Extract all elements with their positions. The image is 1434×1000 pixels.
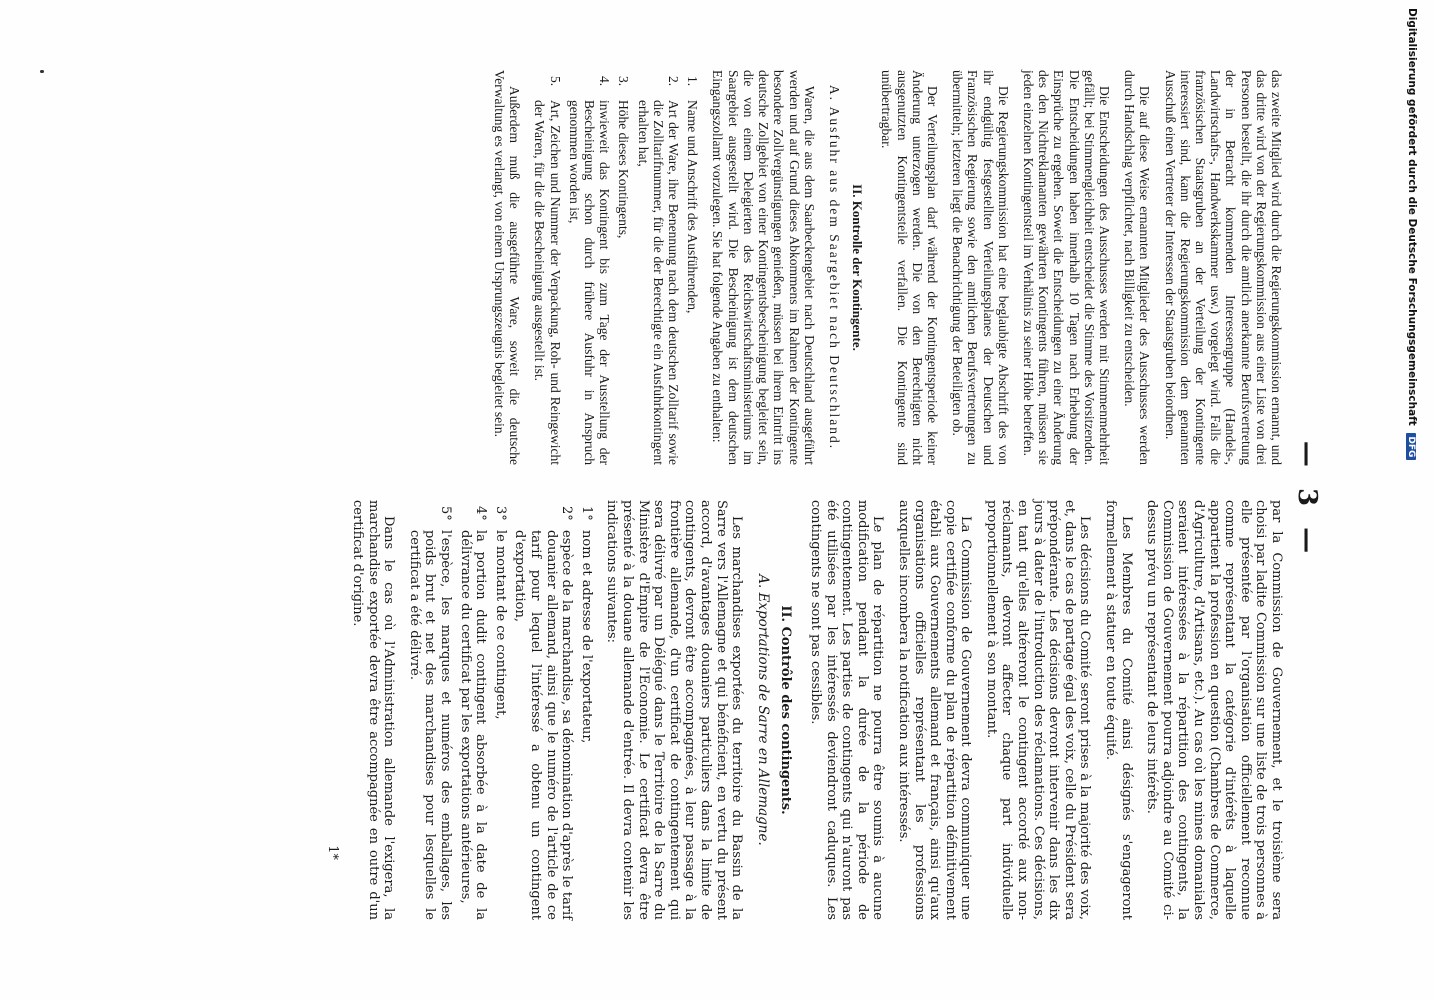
list-number: 5° <box>438 506 454 521</box>
paragraph: Außerdem muß die ausgeführte Ware, soweit die deutsche Verwaltung es verlangt, von einem Ursprungszeugnis begleitet sein. <box>492 70 523 465</box>
list-number: 4° <box>473 506 489 521</box>
paragraph: La Commission de Gouvernement devra communiquer une copie certifiée conforme du plan de répartition définitivement établi aux Gouvernements allemand et français, ainsi qu'aux organisations officielles représentant les professions auxquelles incombera la notification aux intéressés. <box>895 500 974 920</box>
paragraph: Le plan de répartition ne pourra être soumis à aucune modification pendant la durée de la période de contingentement. Les parties de contingents qui n'auront pas été utilisées par les intéressés deviendront caduques. Les contingents ne sont pas cessibles. <box>807 500 886 920</box>
list-item <box>512 500 574 920</box>
numbered-list <box>406 500 594 920</box>
list-item <box>685 70 700 465</box>
subsection-heading: A. Ausfuhr aus dem Saargebiet nach Deutschland. <box>826 84 842 451</box>
list-item <box>567 70 613 465</box>
list-number: 1. <box>685 76 701 87</box>
list-number: 5. <box>547 76 563 87</box>
list-number: 1° <box>578 506 594 521</box>
list-text: nom et adresse de l'exportateur, <box>578 530 594 744</box>
german-column <box>482 70 1284 465</box>
paragraph: Die Entscheidungen des Ausschusses werden mit Stimmenmehrheit gefällt; bei Stimmengleichheit entscheidet die Stimme des Vorsitzenden. Die Entscheidungen haben innerhalb 10 Tagen nach Erhebung der Einsprüche zu ergehen. Soweit die Entscheidungen zu einer Änderung des den Nichtreklamanten gewährten Kontingents führen, müssen sie jeden einzelnen Kontingentsteil im Verhältnis zu seiner Höhe betreffen. <box>1020 70 1112 465</box>
paragraph: Die Regierungskommission hat eine beglaubigte Abschrift des von ihr endgültig festgestellten Verteilungsplanes der Deutschen und Französischen Regierung sowie den amtlichen Berufsvertretungen zu übermitteln; letzteren liegt die Benachrichtigung der Beteiligten ob. <box>950 70 1011 465</box>
list-text: le montant de ce contingent, <box>492 530 508 720</box>
paragraph: Der Verteilungsplan darf während der Kontingentsperiode keiner Änderung unterzogen werden. Die von den Berechtigten nicht ausgenutzten Kontingentsteile verfallen. Die Kontingente sind unübertragbar. <box>879 70 940 465</box>
section-heading: II. Contrôle des contingents. <box>778 605 794 815</box>
list-item <box>635 70 681 465</box>
list-number: 3° <box>492 506 508 521</box>
paragraph: par la Commission de Gouvernement, et le troisième sera choisi par ladite Commission sur une liste de trois personnes à elle présentée par l'organisation officiellement reconnue comme représentant la catégorie d'intérêts à laquelle appartient la profession en question (Chambres de Commerce, d'Agriculture, d'Artisans, etc.). Au cas où les mines domaniales seraient intéressées à la répartition des contingents, la Commission de Gouvernement pourra adjoindre au Comité ci-dessus prévu un représentant de leurs intérêts. <box>1144 500 1284 920</box>
paragraph: Les marchandises exportées du territoire du Bassin de la Sarre vers l'Allemagne et qui bénéficient, en vertu du présent accord, d'avantages douaniers particuliers dans la limite de contingents, devront être accompagnées, à leur passage à la frontière allemande, d'un certificat de contingentement qui sera délivré par un Délégué dans le Territoire de la Sarre du Ministère d'Empire de l'Economie. Le certificat devra être présenté à la douane allemande d'entrée. Il devra contenir les indications suivantes: <box>604 500 745 920</box>
list-item <box>492 500 508 920</box>
page-number: — 3 — <box>1292 440 1322 560</box>
numbered-list <box>532 70 700 465</box>
list-number: 3. <box>616 76 632 87</box>
list-text: Name und Anschrift des Ausführenden, <box>685 100 701 314</box>
list-number: 4. <box>597 76 613 87</box>
scan-speck <box>40 70 44 73</box>
dfg-logo: DFG <box>1406 433 1416 460</box>
list-text: Höhe dieses Kontingents, <box>616 100 632 239</box>
digitization-text: Digitalisierung gefördert durch die Deutsche Forschungsgemeinschaft <box>1406 8 1418 426</box>
paragraph: Les décisions du Comité seront prises à la majorité des voix, et, dans le cas de partage égal des voix, celle du Président sera prépondérante. Les décisions devront intervenir dans les dix jours à dater de l'introduction des réclamations. Ces décisions, en tant qu'elles altéreront le contingent accordé aux non-réclamants, devront affecter chaque part individuelle proportionnellement à son montant. <box>983 500 1093 920</box>
signature-mark: 1* <box>324 845 340 860</box>
list-item <box>406 500 453 920</box>
paragraph: Dans le cas où l'Administration allemande l'exigera, la marchandise exportée devra être accompagnée en outre d'un certificat d'origine. <box>350 500 397 920</box>
list-item <box>578 500 594 920</box>
french-column <box>324 500 1284 920</box>
list-item <box>532 70 562 465</box>
paragraph: Les Membres du Comité ainsi désignés s'engageront formellement à statuer en toute équité. <box>1103 500 1134 920</box>
list-text: inwieweit das Kontingent bis zum Tage der Ausstellung der Bescheinigung schon durch frühere Ausfuhr in Anspruch genommen worden ist, <box>566 100 613 465</box>
list-number: 2° <box>559 506 575 521</box>
section-heading: II. Kontrolle der Kontingente. <box>850 184 866 351</box>
rotated-document-body <box>100 60 1330 940</box>
paragraph: das zweite Mitglied wird durch die Regierungskommission ernannt, und das dritte wird von der Regierungskommission aus einer Liste von drei Personen bestellt, die ihr durch die amtlich anerkannte Berufsvertretung der in Betracht kommenden Interessengruppe (Handels-, Landwirtschafts-, Handwerkskammer usw.) vorgelegt wird. Falls die französischen Staatsgruben an der Verteilung der Kontingente interessiert sind, kann die Regierungskommission dem genannten Ausschuß einen Vertreter der Interessen der Staatsgruben beiordnen. <box>1162 70 1284 465</box>
list-text: la portion dudit contingent absorbée à la date de la délivrance du certificat par les exportations antérieures, <box>457 530 489 920</box>
subsection-heading: A. Exportations de Sarre en Allemagne. <box>754 574 771 846</box>
list-item <box>616 70 631 465</box>
list-text: l'espèce, les marques et numéros des emballages, les poids brut et net des marchandises pour lesquelles le certificat a été délivré. <box>406 530 454 920</box>
list-text: espèce de la marchandise, sa dénomination d'après le tarif douanier allemand, ainsi que le numéro de l'article de ce tarif pour lequel l'intéressé a obtenu un contingent d'exportation, <box>512 530 575 920</box>
list-text: Art der Ware, ihre Benennung nach dem deutschen Zolltarif sowie die Zolltarifnummer, für die der Berechtigte ein Ausfuhrkontingent erhalten hat, <box>635 100 682 465</box>
list-item <box>457 500 488 920</box>
list-number: 2. <box>666 76 682 87</box>
list-text: Art, Zeichen und Nummer der Verpackung, Roh- und Reingewicht der Waren, für die die Bescheinigung ausgestellt ist. <box>532 100 563 465</box>
digitization-notice <box>1402 8 1418 768</box>
paragraph: Die auf diese Weise ernannten Mitglieder des Ausschusses werden durch Handschlag verpflichtet, nach Billigkeit zu entscheiden. <box>1122 70 1153 465</box>
paragraph: Waren, die aus dem Saarbeckengebiet nach Deutschland ausgeführt werden und auf Grund dieses Abkommens im Rahmen der Kontingente besondere Zollvergünstigungen genießen, müssen bei ihrem Eintritt ins deutsche Zollgebiet von einer Kontingentsbescheinigung begleitet sein, die von einem Delegierten des Reichswirtschaftsministeriums im Saargebiet ausgestellt wird. Die Bescheinigung ist dem deutschen Eingangszollamt vorzulegen. Sie hat folgende Angaben zu enthalten: <box>710 70 817 465</box>
